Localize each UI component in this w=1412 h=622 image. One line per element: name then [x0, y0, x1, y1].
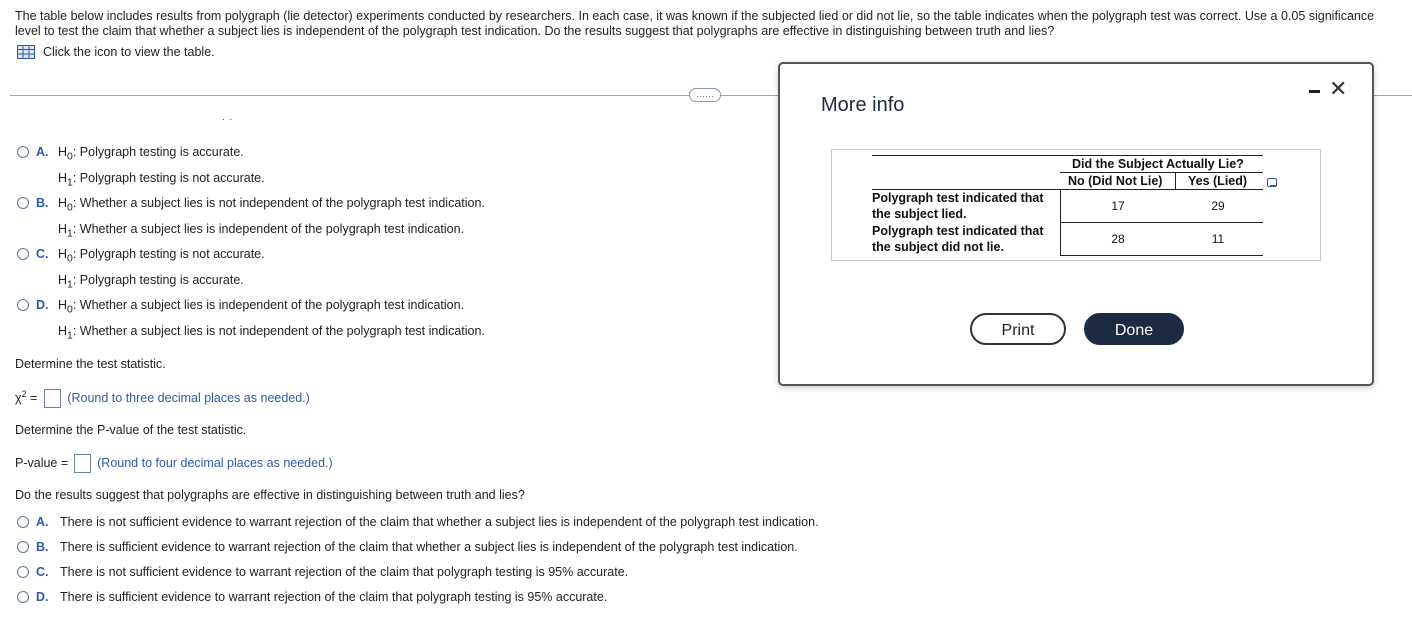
row-label: Polygraph test indicated that the subject lied. — [872, 191, 1044, 221]
more-info-dialog — [778, 62, 1374, 386]
pvalue-row — [15, 454, 333, 473]
table-cell: 29 — [1211, 199, 1225, 213]
hypothesis-option-a[interactable] — [17, 145, 265, 193]
col-header-yes: Yes (Lied) — [1188, 174, 1248, 188]
print-button[interactable]: Print — [970, 313, 1066, 345]
minimize-icon[interactable] — [1309, 90, 1320, 93]
conclusion-option-d[interactable] — [17, 590, 607, 604]
pvalue-label: P-value = — [15, 455, 69, 470]
table-cell: 28 — [1111, 232, 1125, 246]
view-table-link[interactable] — [17, 45, 215, 59]
chi-label: $\chi^2$ = — [15, 389, 38, 406]
option-text: There is sufficient evidence to warrant rejection of the claim that whether a subject lies is independent of the polygraph test indication. — [60, 540, 798, 554]
h1-line: $H_1$: Polygraph testing is not accurate. — [58, 170, 265, 188]
hypothesis-option-d[interactable] — [17, 298, 485, 346]
table-bottom-rule — [1060, 255, 1263, 256]
contingency-table — [831, 149, 1321, 261]
copy-icon[interactable] — [1267, 178, 1277, 187]
radio-button[interactable] — [17, 541, 29, 553]
question-intro: The table below includes results from polygraph (lie detector) experiments conducted by researchers. In each case, it was known if the subjected lied or did not lie, so the table indicates when the polygraph test was correct. Use a 0.05 significance level to test the claim that whether a subject lies is independent of the polygraph test indication. Do the results suggest that polygraphs are effective in distinguishing between truth and lies? — [15, 9, 1375, 38]
radio-button[interactable] — [17, 591, 29, 603]
h1-line: $H_1$: Whether a subject lies is not independent of the polygraph test indication. — [58, 323, 485, 341]
table-cell: 11 — [1211, 232, 1225, 246]
option-letter: D. — [36, 590, 49, 604]
option-letter: B. — [36, 540, 49, 554]
pvalue-prompt: Determine the P-value of the test statistic. — [15, 423, 247, 437]
close-icon[interactable]: ✕ — [1329, 76, 1348, 101]
option-letter: A. — [36, 515, 49, 529]
chi-square-input[interactable] — [44, 389, 61, 408]
option-text: There is not sufficient evidence to warrant rejection of the claim that polygraph testing is 95% accurate. — [60, 565, 629, 579]
option-letter: D. — [36, 298, 49, 312]
radio-button[interactable] — [17, 248, 29, 260]
conclusion-option-c[interactable] — [17, 565, 628, 579]
conclusion-option-a[interactable] — [17, 515, 819, 529]
header-divider — [1175, 172, 1176, 189]
h0-line: $H_0$: Polygraph testing is not accurate. — [58, 247, 265, 265]
chi-square-row — [15, 389, 310, 408]
option-text: There is sufficient evidence to warrant rejection of the claim that polygraph testing is 95% accurate. — [60, 590, 608, 604]
done-button[interactable]: Done — [1084, 313, 1184, 345]
option-letter: B. — [36, 196, 49, 210]
dialog-title: More info — [821, 94, 905, 116]
option-letter: C. — [36, 247, 49, 261]
expand-button[interactable]: …… — [689, 88, 721, 102]
row-rule — [1060, 222, 1263, 223]
view-table-text: Click the icon to view the table. — [43, 45, 215, 59]
option-letter: A. — [36, 145, 49, 159]
conclusion-prompt: Do the results suggest that polygraphs are effective in distinguishing between truth and lies? — [15, 488, 525, 502]
hypothesis-option-b[interactable] — [17, 196, 485, 244]
option-text: There is not sufficient evidence to warrant rejection of the claim that whether a subject lies is independent of the polygraph test indication. — [60, 515, 819, 529]
row-label: Polygraph test indicated that the subject did not lie. — [872, 224, 1044, 254]
round4-hint: (Round to four decimal places as needed.) — [97, 455, 333, 470]
conclusion-option-b[interactable] — [17, 540, 798, 554]
truncated-text: . . — [222, 112, 234, 123]
radio-button[interactable] — [17, 299, 29, 311]
pvalue-input[interactable] — [74, 454, 91, 473]
test-statistic-prompt: Determine the test statistic. — [15, 357, 166, 371]
h1-line: $H_1$: Polygraph testing is accurate. — [58, 272, 244, 290]
radio-button[interactable] — [17, 146, 29, 158]
hypothesis-option-c[interactable] — [17, 247, 265, 295]
h0-line: $H_0$: Whether a subject lies is not independent of the polygraph test indication. — [58, 196, 485, 214]
table-cell: 17 — [1111, 199, 1125, 213]
h1-line: $H_1$: Whether a subject lies is independent of the polygraph test indication. — [58, 221, 465, 239]
radio-button[interactable] — [17, 197, 29, 209]
group-header: Did the Subject Actually Lie? — [1072, 157, 1244, 171]
round3-hint: (Round to three decimal places as needed.) — [67, 391, 310, 406]
table-icon[interactable] — [17, 45, 35, 59]
radio-button[interactable] — [17, 566, 29, 578]
option-letter: C. — [36, 565, 49, 579]
radio-button[interactable] — [17, 516, 29, 528]
col-header-no: No (Did Not Lie) — [1068, 174, 1163, 188]
h0-line: $H_0$: Polygraph testing is accurate. — [58, 145, 244, 163]
h0-line: $H_0$: Whether a subject lies is independent of the polygraph test indication. — [58, 298, 465, 316]
